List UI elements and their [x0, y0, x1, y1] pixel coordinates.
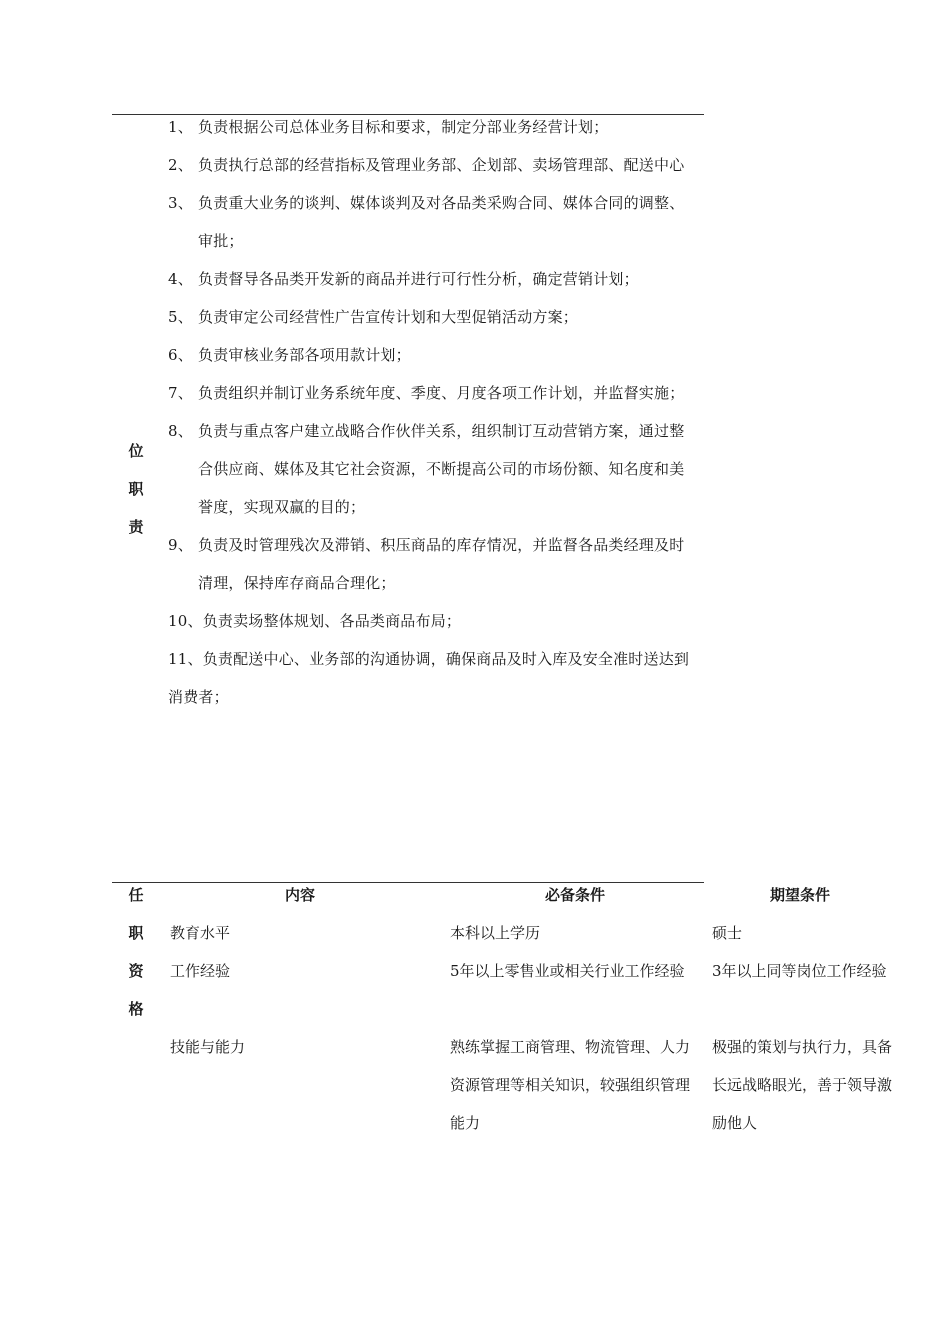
duty-item: [168, 526, 698, 602]
duty-number: 9、: [168, 536, 193, 554]
qual-label-char: 职: [128, 924, 144, 942]
qual-required-education: 本科以上学历: [450, 924, 541, 942]
duties-side-label: [124, 432, 148, 546]
duty-text: 负责组织并制订业务系统年度、季度、月度各项工作计划，并监督实施；: [198, 384, 685, 402]
duties-label-char: 职: [128, 480, 144, 498]
qual-content-experience: 工作经验: [170, 962, 231, 980]
duty-item: [168, 260, 698, 298]
duty-text: 负责重大业务的谈判、媒体谈判及对各品类采购合同、媒体合同的调整、审批；: [198, 194, 685, 250]
header-content: 内容: [284, 886, 315, 904]
duty-item: [168, 184, 698, 260]
duty-item: [168, 374, 698, 412]
qual-required-experience: 5年以上零售业或相关行业工作经验: [450, 962, 685, 980]
duty-number: 5、: [168, 308, 193, 326]
duty-number: 11、: [168, 650, 203, 668]
duties-label-char: 责: [128, 518, 144, 536]
duty-number: 6、: [168, 346, 193, 364]
duty-text: 负责及时管理残次及滞销、积压商品的库存情况，并监督各品类经理及时清理，保持库存商品合理化；: [198, 536, 685, 592]
qual-content-skills: 技能与能力: [170, 1038, 246, 1056]
duty-item: [168, 146, 698, 184]
duty-text: 负责与重点客户建立战略合作伙伴关系，组织制订互动营销方案，通过整合供应商、媒体及其它社会资源，不断提高公司的市场份额、知名度和美誉度，实现双赢的目的；: [198, 422, 685, 516]
qual-required-skills: 熟练掌握工商管理、物流管理、人力资源管理等相关知识，较强组织管理能力: [450, 1038, 691, 1132]
duty-item: [168, 108, 698, 146]
duties-label-char: 位: [128, 442, 144, 460]
qual-label-char: 任: [128, 886, 144, 904]
duty-text: 负责执行总部的经营指标及管理业务部、企划部、卖场管理部、配送中心: [198, 156, 685, 174]
duty-number: 4、: [168, 270, 193, 288]
qual-expected-education: 硕士: [712, 924, 743, 942]
duty-item: [168, 412, 698, 526]
qual-expected-skills: 极强的策划与执行力，具备长远战略眼光，善于领导激励他人: [712, 1038, 893, 1132]
qual-label-char: 资: [128, 962, 144, 980]
duty-number: 10、: [168, 612, 203, 630]
duty-item: [168, 640, 698, 716]
qualifications-side-label: [124, 876, 148, 1028]
duty-text: 负责审核业务部各项用款计划；: [198, 346, 411, 364]
duty-item: [168, 336, 698, 374]
duty-text: 负责审定公司经营性广告宣传计划和大型促销活动方案；: [198, 308, 579, 326]
qual-content-education: 教育水平: [170, 924, 231, 942]
duty-text: 负责卖场整体规划、各品类商品布局；: [202, 612, 462, 630]
header-expected: 期望条件: [769, 886, 830, 904]
duty-item: [168, 298, 698, 336]
duty-number: 7、: [168, 384, 193, 402]
duty-number: 3、: [168, 194, 193, 212]
duty-number: 1、: [168, 118, 193, 136]
duty-number: 8、: [168, 422, 193, 440]
duty-number: 2、: [168, 156, 193, 174]
header-required: 必备条件: [544, 886, 605, 904]
duty-text: 负责配送中心、业务部的沟通协调，确保商品及时入库及安全准时送达到消费者；: [168, 650, 690, 706]
duty-item: [168, 602, 698, 640]
qual-expected-experience: 3年以上同等岗位工作经验: [712, 962, 887, 980]
duty-text: 负责根据公司总体业务目标和要求，制定分部业务经营计划；: [198, 118, 609, 136]
duty-text: 负责督导各品类开发新的商品并进行可行性分析，确定营销计划；: [198, 270, 639, 288]
qual-label-char: 格: [128, 1000, 144, 1018]
duties-list: [168, 108, 698, 716]
